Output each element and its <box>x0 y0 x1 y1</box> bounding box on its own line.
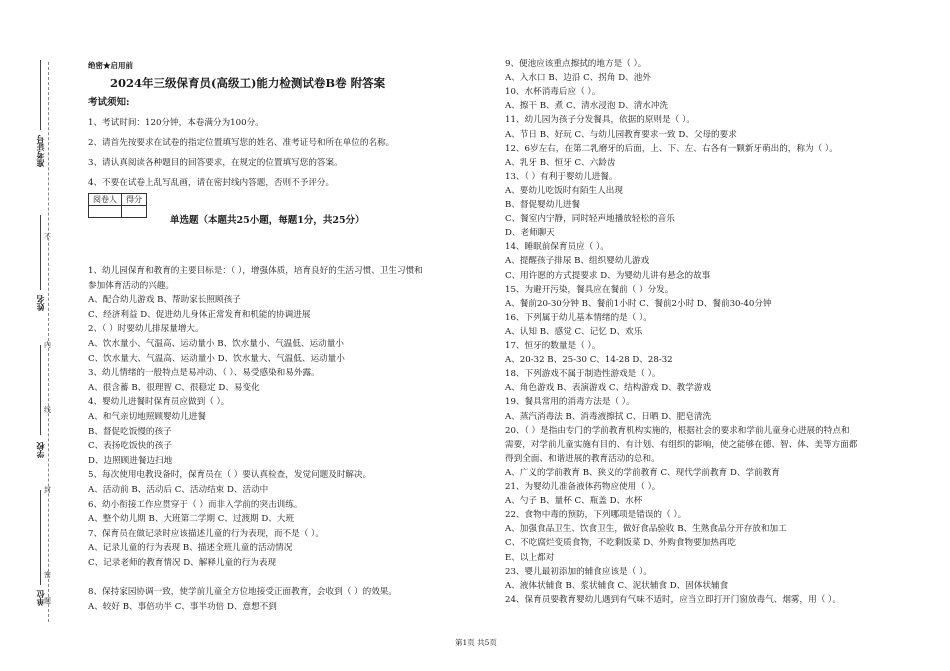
fill-line <box>40 60 41 130</box>
question-line: 12、6岁左右，在第二乳磨牙的后面，上、下、左、右各有一颗新牙萌出的，称为（ ）。 <box>505 143 838 154</box>
question-line: A、入水口 B、边沿 C、拐角 D、池外 <box>505 73 651 84</box>
question-line: E、以上都对 <box>505 552 555 563</box>
question-line: 11、幼儿园为孩子分发餐具，依据的原则是（ ）。 <box>505 115 695 126</box>
question-line: 参加体育活动的兴趣。 <box>88 280 174 291</box>
margin-label-school: 学校 <box>35 442 45 458</box>
question-line: 需要，对学前儿童实施有目的、有计划、有组织的影响，使之能够在德、智、体、美等方面都 <box>505 439 858 450</box>
question-line: C、餐室内宁静，同时轻声地播放轻松的音乐 <box>505 214 675 225</box>
question-line: 22、食物中毒的预防，下列哪项是错误的（ ）。 <box>505 510 687 521</box>
question-line: D、老师聊天 <box>505 228 555 239</box>
question-line: A、勺子 B、量杯 C、瓶盖 D、水杯 <box>505 496 643 507</box>
notice-item: 1、考试时间：120分钟，本卷满分为100分。 <box>88 118 264 128</box>
question-line: C、用许愿的方式提要求 D、为婴幼儿讲有悬念的故事 <box>505 270 711 281</box>
question-line: A、较好 B、事倍功半 C、事半功倍 D、意想不到 <box>88 601 277 612</box>
question-line: A、液体状辅食 B、浆状辅食 C、泥状辅食 D、固体状辅食 <box>505 580 729 591</box>
seal-char: 封 <box>44 486 51 494</box>
question-line: 6、幼小衔接工作应贯穿于（ ）而非入学前的突击训练。 <box>88 499 303 510</box>
secret-label: 绝密★启用前 <box>88 61 133 70</box>
fill-line <box>40 490 41 585</box>
question-line: A、加强食品卫生、饮食卫生，做好食品验收 B、生熟食品分开存放和加工 <box>505 524 787 535</box>
notice-item: 3、请认真阅读各种题目的回答要求，在规定的位置填写您的答案。 <box>88 158 343 168</box>
question-line: C、记录老师的教育情况 D、解释儿童的行为表现 <box>88 558 277 568</box>
question-line: 16、下列属于幼儿基本情绪的是（ ）。 <box>505 312 652 323</box>
question-line: 10、水杯消毒后应（ ）。 <box>505 87 601 98</box>
question-line: B、督促吃饭慢的孩子 <box>88 426 172 437</box>
seal-char: 不 <box>44 233 51 241</box>
question-line: C、经济利益 D、促进幼儿身体正常发育和机能的协调进展 <box>88 309 311 320</box>
page-footer: 第1页 共5页 <box>455 638 497 647</box>
question-line: 9、便池应该重点擦拭的地方是（ ）。 <box>505 59 647 69</box>
side-char: 题 <box>44 597 51 605</box>
question-line: 23、婴儿最初添加的辅食应该是（ ）。 <box>505 566 652 577</box>
fill-line <box>40 215 41 290</box>
grader-blank[interactable] <box>89 206 122 218</box>
question-line: 13、（ ）有利于婴幼儿进餐。 <box>505 171 618 182</box>
question-line: A、要幼儿吃饭时有陌生人出现 <box>505 185 623 196</box>
fill-line <box>40 345 41 435</box>
question-line: A、饮水量小、气温高、运动量小 B、饮水量小、气温低、运动量小 <box>88 339 344 349</box>
question-line: C、饮水量大、气温高、运动量小 D、饮水量大、气温低、运动量小 <box>88 353 345 364</box>
question-line: A、活动前 B、活动后 C、活动结束 D、活动中 <box>88 485 269 495</box>
seal-char: 密 <box>44 571 51 579</box>
question-line: 20、（ ）是指由专门的学前教育机构实施的，根据社会的要求和学前儿童身心进展的特点和 <box>505 425 850 436</box>
notice-item: 4、不要在试卷上乱写乱画，请在密封线内答题，否则不予评分。 <box>88 178 335 188</box>
margin-label-name: 姓名 <box>35 295 45 311</box>
score-blank[interactable] <box>122 206 147 218</box>
question-line: A、蒸汽消毒法 B、消毒液擦拭 C、日晒 D、肥皂清洗 <box>505 411 712 422</box>
question-line: A、整个幼儿期 B、大班第二学期 C、过渡期 D、大班 <box>88 514 295 525</box>
question-line: A、角色游戏 B、表演游戏 C、结构游戏 D、教学游戏 <box>505 383 712 394</box>
question-line: 得到全面、和谐进展的教育活动的总和。 <box>505 453 660 464</box>
question-line: 14、睡眠前保育员应（ ）。 <box>505 242 609 253</box>
question-line: 17、恒牙的数量是（ ）。 <box>505 341 601 351</box>
score-cell: 得分 <box>122 194 147 206</box>
question-line: 4、婴幼儿进餐时保育员应做到（ ）。 <box>88 397 230 408</box>
question-line: A、广义的学前教育 B、狭义的学前教育 C、现代学前教育 D、学前教育 <box>505 467 780 478</box>
question-line: A、认知 B、感觉 C、记忆 D、欢乐 <box>505 326 643 337</box>
question-line: A、记录儿童的行为表现 B、描述全班儿童的活动情况 <box>88 543 293 554</box>
question-line: D、边照顾进餐边扫地 <box>88 455 173 466</box>
question-line: A、餐前20-30分钟 B、餐前1小时 C、餐前2小时 D、餐前30-40分钟 <box>505 298 772 309</box>
score-table <box>88 193 147 218</box>
question-line: 15、为避开污染，餐具应在餐前（ ）分发。 <box>505 284 674 295</box>
question-line: 24、保育员要教育婴幼儿遇到有气味不适时，应当立即打开门窗放毒气、烟雾，用（ ）。 <box>505 594 841 605</box>
question-line: C、表扬吃饭快的孩子 <box>88 441 172 452</box>
margin-label-unit: 单位 <box>35 590 45 606</box>
question-line: A、和气亲切地照顾婴幼儿进餐 <box>88 412 206 422</box>
question-line: 21、为婴幼儿准备液体药物应使用（ ）。 <box>505 482 661 492</box>
question-line: A、配合幼儿游戏 B、帮助家长照顾孩子 <box>88 295 241 306</box>
seal-char: 内 <box>44 341 51 349</box>
question-line: 8、保持家园协调一致，使学前儿童全方位地接受正面教育，会收到（ ）的效果。 <box>88 587 397 598</box>
question-line: 19、餐具常用的消毒方法是（ ）。 <box>505 397 635 408</box>
section-title: 单选题（本题共25小题，每题1分，共25分） <box>170 215 365 226</box>
question-line: 7、保育员在做记录时应该描述儿童的行为表现，而不是（ ）。 <box>88 528 324 539</box>
page-title: 2024年三级保育员(高级工)能力检测试卷B卷 附答案 <box>110 76 386 90</box>
question-line: C、不吃腐烂变质食物，不吃剩饭菜 D、外购食物要加热再吃 <box>505 538 737 549</box>
question-line: 1、幼儿园保育和教育的主要目标是：（ ），增强体质，培育良好的生活习惯、卫生习惯和 <box>88 266 423 276</box>
question-line: B、督促婴幼儿进餐 <box>505 200 581 210</box>
grader-cell: 阅卷人 <box>89 194 122 206</box>
question-line: 18、下列游戏不属于制造性游戏是（ ）。 <box>505 369 661 380</box>
notice-heading: 考试须知: <box>88 97 130 108</box>
question-line: A、节日 B、好玩 C、与幼儿园教育要求一致 D、父母的要求 <box>505 129 737 140</box>
question-line: A、乳牙 B、恒牙 C、六龄齿 <box>505 157 616 168</box>
question-line: A、提醒孩子排尿 B、组织婴幼儿游戏 <box>505 256 650 267</box>
notice-item: 2、请首先按要求在试卷的指定位置填写您的姓名、准考证号和所在单位的名称。 <box>88 138 395 148</box>
question-line: 5、每次使用电教设备时，保育员在（ ）要认真检查，发觉问题及时解决。 <box>88 470 372 481</box>
seal-char: 线 <box>44 406 51 414</box>
question-line: A、擦干 B、煮 C、清水浸泡 D、清水冲洗 <box>505 101 669 112</box>
question-line: A、20-32 B、25-30 C、14-28 D、28-32 <box>505 355 673 366</box>
margin-label-exam-number: 准考证号 <box>35 135 45 167</box>
question-line: 3、幼儿情绪的一般特点是易冲动、（ ）、易受感染和易外露。 <box>88 368 320 379</box>
question-line: 2、（ ）时要幼儿排尿量增大。 <box>88 324 204 335</box>
question-line: A、很含蓄 B、很理智 C、很稳定 D、易变化 <box>88 382 260 393</box>
